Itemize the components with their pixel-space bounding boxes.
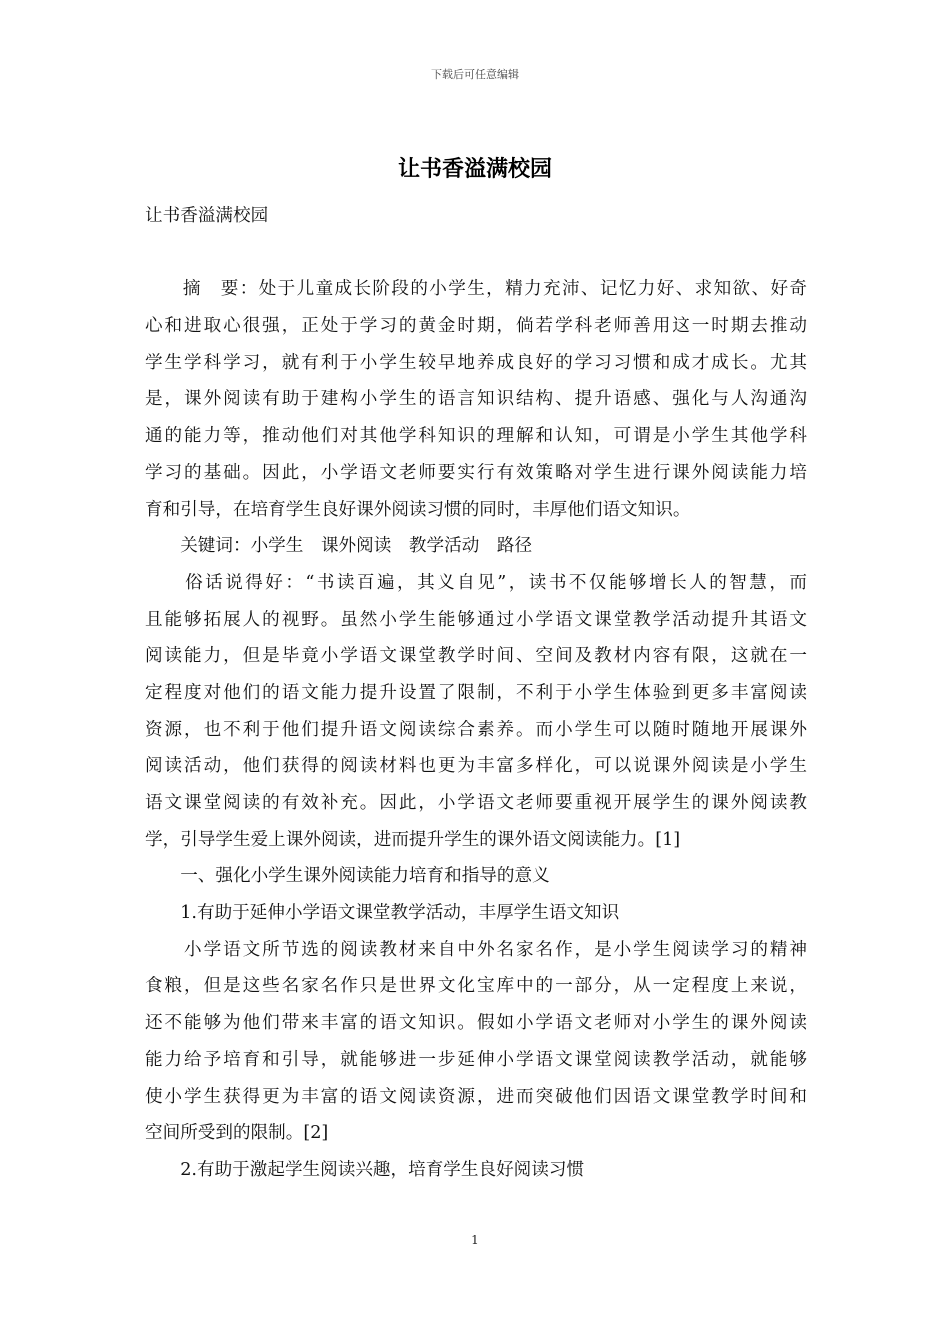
document-title: 让书香溢满校园 <box>397 156 552 182</box>
body-line: 是，课外阅读有助于建构小学生的语言知识结构、提升语感、强化与人沟通沟 <box>145 389 807 410</box>
body-line: 空间所受到的限制。[2] <box>145 1123 329 1144</box>
page-number: 1 <box>471 1233 479 1247</box>
body-line: 心和进取心很强，正处于学习的黄金时期，倘若学科老师善用这一时期去推动 <box>145 316 807 337</box>
body-line: 学生学科学习，就有利于小学生较早地养成良好的学习习惯和成才成长。尤其 <box>145 352 807 373</box>
body-line: 学习的基础。因此，小学语文老师要实行有效策略对学生进行课外阅读能力培 <box>145 462 807 483</box>
body-line: 阅读能力，但是毕竟小学语文课堂教学时间、空间及教材内容有限，这就在一 <box>145 646 807 667</box>
blank-line <box>145 235 807 272</box>
body-line: 摘 要：处于儿童成长阶段的小学生，精力充沛、记忆力好、求知欲、好奇 <box>145 279 807 300</box>
body-line: 语文课堂阅读的有效补充。因此，小学语文老师要重视开展学生的课外阅读教 <box>145 793 807 813</box>
body-line: 使小学生获得更为丰富的语文阅读资源，进而突破他们因语文课堂教学时间和 <box>145 1086 807 1107</box>
body-line: 小学语文所节选的阅读教材来自中外名家名作，是小学生阅读学习的精神 <box>145 939 807 960</box>
body-line: 能力给予培育和引导，就能够进一步延伸小学语文课堂阅读教学活动，就能够 <box>145 1049 807 1070</box>
body-line: 学，引导学生爱上课外阅读，进而提升学生的课外语文阅读能力。[1] <box>145 829 681 850</box>
body-line: 关键词：小学生 课外阅读 教学活动 路径 <box>145 536 533 557</box>
body-line: 食粮，但是这些名家名作只是世界文化宝库中的一部分，从一定程度上来说， <box>145 976 807 997</box>
body-line: 俗话说得好：“书读百遍，其义自见”，读书不仅能够增长人的智慧，而 <box>145 572 807 593</box>
body-line: 且能够拓展人的视野。虽然小学生能够通过小学语文课堂教学活动提升其语文 <box>145 609 807 630</box>
body-line: 一、强化小学生课外阅读能力培育和指导的意义 <box>145 866 550 887</box>
header-note: 下载后可任意编辑 <box>431 68 519 81</box>
body-line: 1.有助于延伸小学语文课堂教学活动，丰厚学生语文知识 <box>145 903 620 924</box>
body-line: 还不能够为他们带来丰富的语文知识。假如小学语文老师对小学生的课外阅读 <box>145 1013 807 1034</box>
body-line: 阅读活动，他们获得的阅读材料也更为丰富多样化，可以说课外阅读是小学生 <box>145 756 807 777</box>
body-line: 通的能力等，推动他们对其他学科知识的理解和认知，可谓是小学生其他学科 <box>145 426 807 447</box>
body-line: 2.有助于激起学生阅读兴趣，培育学生良好阅读习惯 <box>145 1159 585 1180</box>
document-body <box>145 198 807 1189</box>
body-line: 育和引导，在培育学生良好课外阅读习惯的同时，丰厚他们语文知识。 <box>145 499 691 520</box>
body-line: 让书香溢满校园 <box>145 206 269 226</box>
body-line: 资源，也不利于他们提升语文阅读综合素养。而小学生可以随时随地开展课外 <box>145 719 807 740</box>
body-line: 定程度对他们的语文能力提升设置了限制，不利于小学生体验到更多丰富阅读 <box>145 682 807 703</box>
